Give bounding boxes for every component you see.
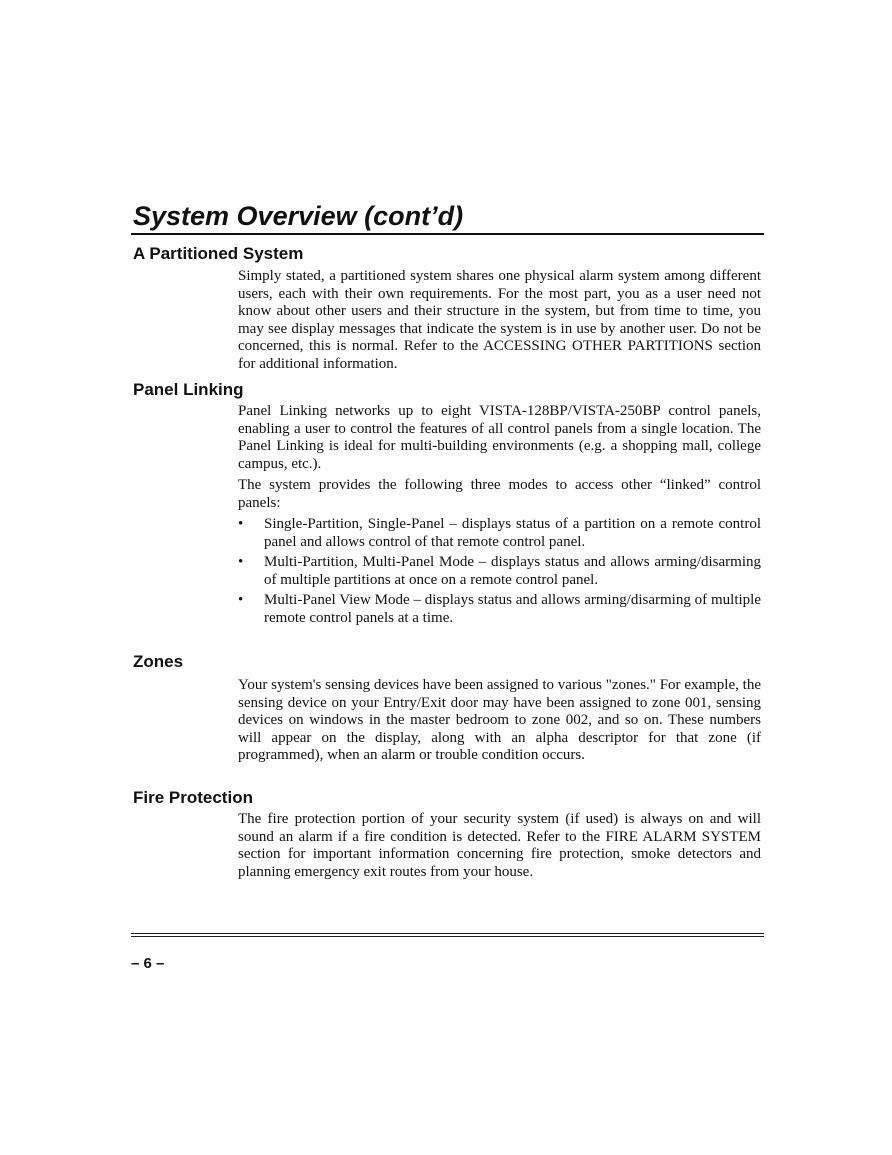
paragraph-panel-linking-modes: The system provides the following three modes to access other “linked” control panels:	[238, 477, 761, 511]
paragraph-zones: Your system's sensing devices have been assigned to various "zones." For example, the sensing device on your Entry/Exit door may have been assigned to zone 001, sensing devices on windows in the master bedroom to zone 002, and so on. These numbers will appear on the display, along with an alpha descriptor for that zone (if programmed), when an alarm or trouble condition occurs.	[238, 677, 761, 764]
heading-partitioned-system: A Partitioned System	[133, 244, 304, 263]
list-item	[238, 554, 761, 589]
page-number: – 6 –	[131, 955, 165, 972]
page-title: System Overview (cont’d)	[133, 201, 464, 231]
list-item-text: Multi-Panel View Mode – displays status and allows arming/disarming of multiple remote control panels at a time.	[264, 592, 761, 626]
paragraph-partitioned-system: Simply stated, a partitioned system shares one physical alarm system among different users, each with their own requirements. For the most part, you as a user need not know about other users and their structure in the system, but from time to time, you may see display messages that indicate the system is in use by another user. Do not be concerned, this is normal. Refer to the ACCESSING OTHER PARTITIONS section for additional information.	[238, 268, 761, 372]
heading-panel-linking: Panel Linking	[133, 380, 244, 399]
footer-rule	[131, 933, 764, 937]
title-rule	[131, 233, 764, 235]
paragraph-fire-protection: The fire protection portion of your security system (if used) is always on and will sound an alarm if a fire condition is detected. Refer to the FIRE ALARM SYSTEM section for important information concerning fire protection, smoke detectors and planning emergency exit routes from your house.	[238, 811, 761, 880]
list-item	[238, 592, 761, 627]
list-item-text: Multi-Partition, Multi-Panel Mode – displays status and allows arming/disarming of multiple partitions at once on a remote control panel.	[264, 554, 761, 588]
paragraph-panel-linking-intro: Panel Linking networks up to eight VISTA-128BP/VISTA-250BP control panels, enabling a user to control the features of all control panels from a single location. The Panel Linking is ideal for multi-building environments (e.g. a shopping mall, college campus, etc.).	[238, 403, 761, 472]
list-item	[238, 516, 761, 551]
bullet-icon: •	[238, 516, 244, 532]
bullet-icon: •	[238, 592, 244, 609]
heading-fire-protection: Fire Protection	[133, 788, 253, 807]
bullet-icon: •	[238, 554, 244, 571]
linking-modes-list	[238, 516, 761, 628]
list-item-text: Single-Partition, Single-Panel – displays status of a partition on a remote control panel and allows control of that remote control panel.	[264, 516, 761, 550]
heading-zones: Zones	[133, 652, 184, 671]
